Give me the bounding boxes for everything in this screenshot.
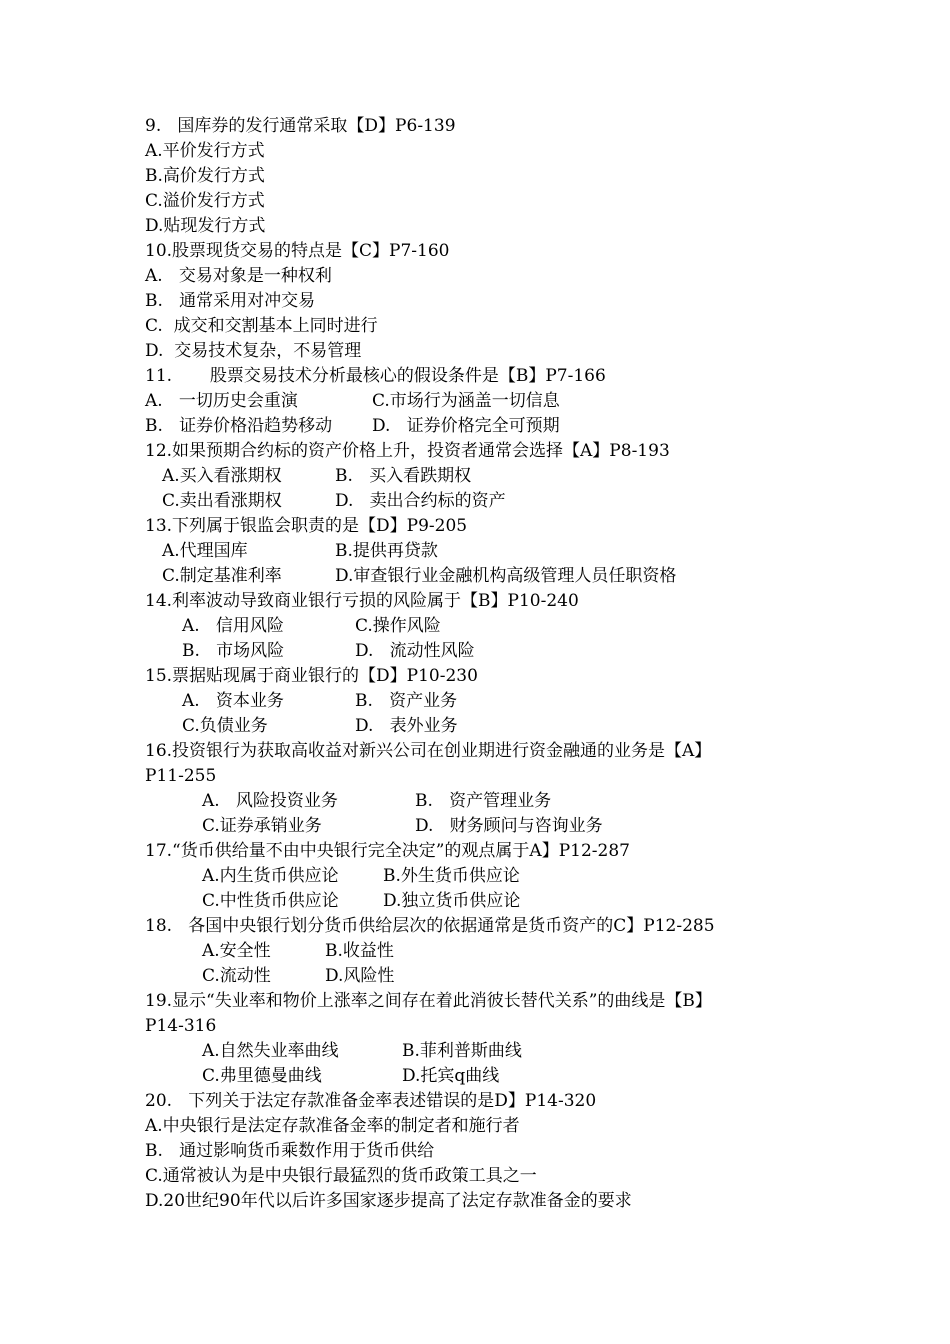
question-15-option-c: C.负债业务 — [182, 716, 268, 736]
question-11-option-d: D. 证券价格完全可预期 — [372, 416, 560, 436]
question-14-option-c: C.操作风险 — [355, 616, 441, 636]
question-13-option-b: B.提供再贷款 — [335, 541, 438, 561]
question-16-stem-continued: P11-255 — [145, 766, 217, 786]
question-19-option-c: C.弗里德曼曲线 — [202, 1066, 322, 1086]
question-17-option-a: A.内生货币供应论 — [202, 866, 339, 886]
question-17-option-b: B.外生货币供应论 — [383, 866, 520, 886]
question-20-option-d: D.20世纪90年代以后许多国家逐步提高了法定存款准备金的要求 — [145, 1191, 632, 1211]
question-15-option-b: B. 资产业务 — [355, 691, 458, 711]
question-17-option-d: D.独立货币供应论 — [383, 891, 521, 911]
question-16-option-b: B. 资产管理业务 — [415, 791, 552, 811]
question-10-stem: 10.股票现货交易的特点是【C】P7-160 — [145, 241, 450, 261]
question-17-stem: 17.“货币供给量不由中央银行完全决定”的观点属于A】P12-287 — [145, 841, 630, 861]
question-14-option-b: B. 市场风险 — [182, 641, 285, 661]
question-10-option-a: A. 交易对象是一种权利 — [145, 266, 332, 286]
question-20-stem: 20. 下列关于法定存款准备金率表述错误的是D】P14-320 — [145, 1091, 597, 1111]
question-11-option-c: C.市场行为涵盖一切信息 — [372, 391, 560, 411]
question-13-option-c: C.制定基准利率 — [162, 566, 282, 586]
question-15-option-a: A. 资本业务 — [182, 691, 284, 711]
question-19-option-b: B.菲利普斯曲线 — [402, 1041, 522, 1061]
question-16-option-a: A. 风险投资业务 — [202, 791, 338, 811]
question-9-option-a: A.平价发行方式 — [145, 141, 265, 161]
question-18-stem: 18. 各国中央银行划分货币供给层次的依据通常是货币资产的C】P12-285 — [145, 916, 715, 936]
question-19-option-d: D.托宾q曲线 — [402, 1066, 500, 1086]
question-9-option-d: D.贴现发行方式 — [145, 216, 266, 236]
question-16-stem: 16.投资银行为获取高收益对新兴公司在创业期进行资金融通的业务是【A】 — [145, 741, 712, 761]
question-18-option-b: B.收益性 — [325, 941, 394, 961]
question-18-option-c: C.流动性 — [202, 966, 271, 986]
question-9-option-c: C.溢价发行方式 — [145, 191, 265, 211]
question-12-option-a: A.买入看涨期权 — [162, 466, 282, 486]
question-14-option-d: D. 流动性风险 — [355, 641, 475, 661]
question-19-stem-continued: P14-316 — [145, 1016, 217, 1036]
question-10-option-c: C. 成交和交割基本上同时进行 — [145, 316, 378, 336]
question-11-option-a: A. 一切历史会重演 — [145, 391, 298, 411]
question-14-option-a: A. 信用风险 — [182, 616, 284, 636]
question-9-option-b: B.高价发行方式 — [145, 166, 265, 186]
question-16-option-d: D. 财务顾问与咨询业务 — [415, 816, 603, 836]
question-12-stem: 12.如果预期合约标的资产价格上升，投资者通常会选择【A】P8-193 — [145, 441, 670, 461]
question-10-option-d: D. 交易技术复杂，不易管理 — [145, 341, 362, 361]
question-11-option-b: B. 证券价格沿趋势移动 — [145, 416, 333, 436]
question-19-stem: 19.显示“失业率和物价上涨率之间存在着此消彼长替代关系”的曲线是【B】 — [145, 991, 712, 1011]
question-16-option-c: C.证券承销业务 — [202, 816, 322, 836]
question-17-option-c: C.中性货币供应论 — [202, 891, 339, 911]
question-18-option-d: D.风险性 — [325, 966, 395, 986]
question-20-option-b: B. 通过影响货币乘数作用于货币供给 — [145, 1141, 435, 1161]
question-13-option-d: D.审查银行业金融机构高级管理人员任职资格 — [335, 566, 677, 586]
question-20-option-c: C.通常被认为是中央银行最猛烈的货币政策工具之一 — [145, 1166, 537, 1186]
question-10-option-b: B. 通常采用对冲交易 — [145, 291, 316, 311]
question-13-stem: 13.下列属于银监会职责的是【D】P9-205 — [145, 516, 468, 536]
question-13-option-a: A.代理国库 — [162, 541, 248, 561]
question-20-option-a: A.中央银行是法定存款准备金率的制定者和施行者 — [145, 1116, 520, 1136]
question-12-option-d: D. 卖出合约标的资产 — [335, 491, 506, 511]
question-12-option-b: B. 买入看跌期权 — [335, 466, 472, 486]
question-15-stem: 15.票据贴现属于商业银行的【D】P10-230 — [145, 666, 478, 686]
question-15-option-d: D. 表外业务 — [355, 716, 458, 736]
question-11-stem: 11. 股票交易技术分析最核心的假设条件是【B】P7-166 — [145, 366, 606, 386]
question-19-option-a: A.自然失业率曲线 — [202, 1041, 339, 1061]
question-14-stem: 14.利率波动导致商业银行亏损的风险属于【B】P10-240 — [145, 591, 579, 611]
question-12-option-c: C.卖出看涨期权 — [162, 491, 282, 511]
question-9-stem: 9. 国库券的发行通常采取【D】P6-139 — [145, 116, 456, 136]
question-18-option-a: A.安全性 — [202, 941, 271, 961]
